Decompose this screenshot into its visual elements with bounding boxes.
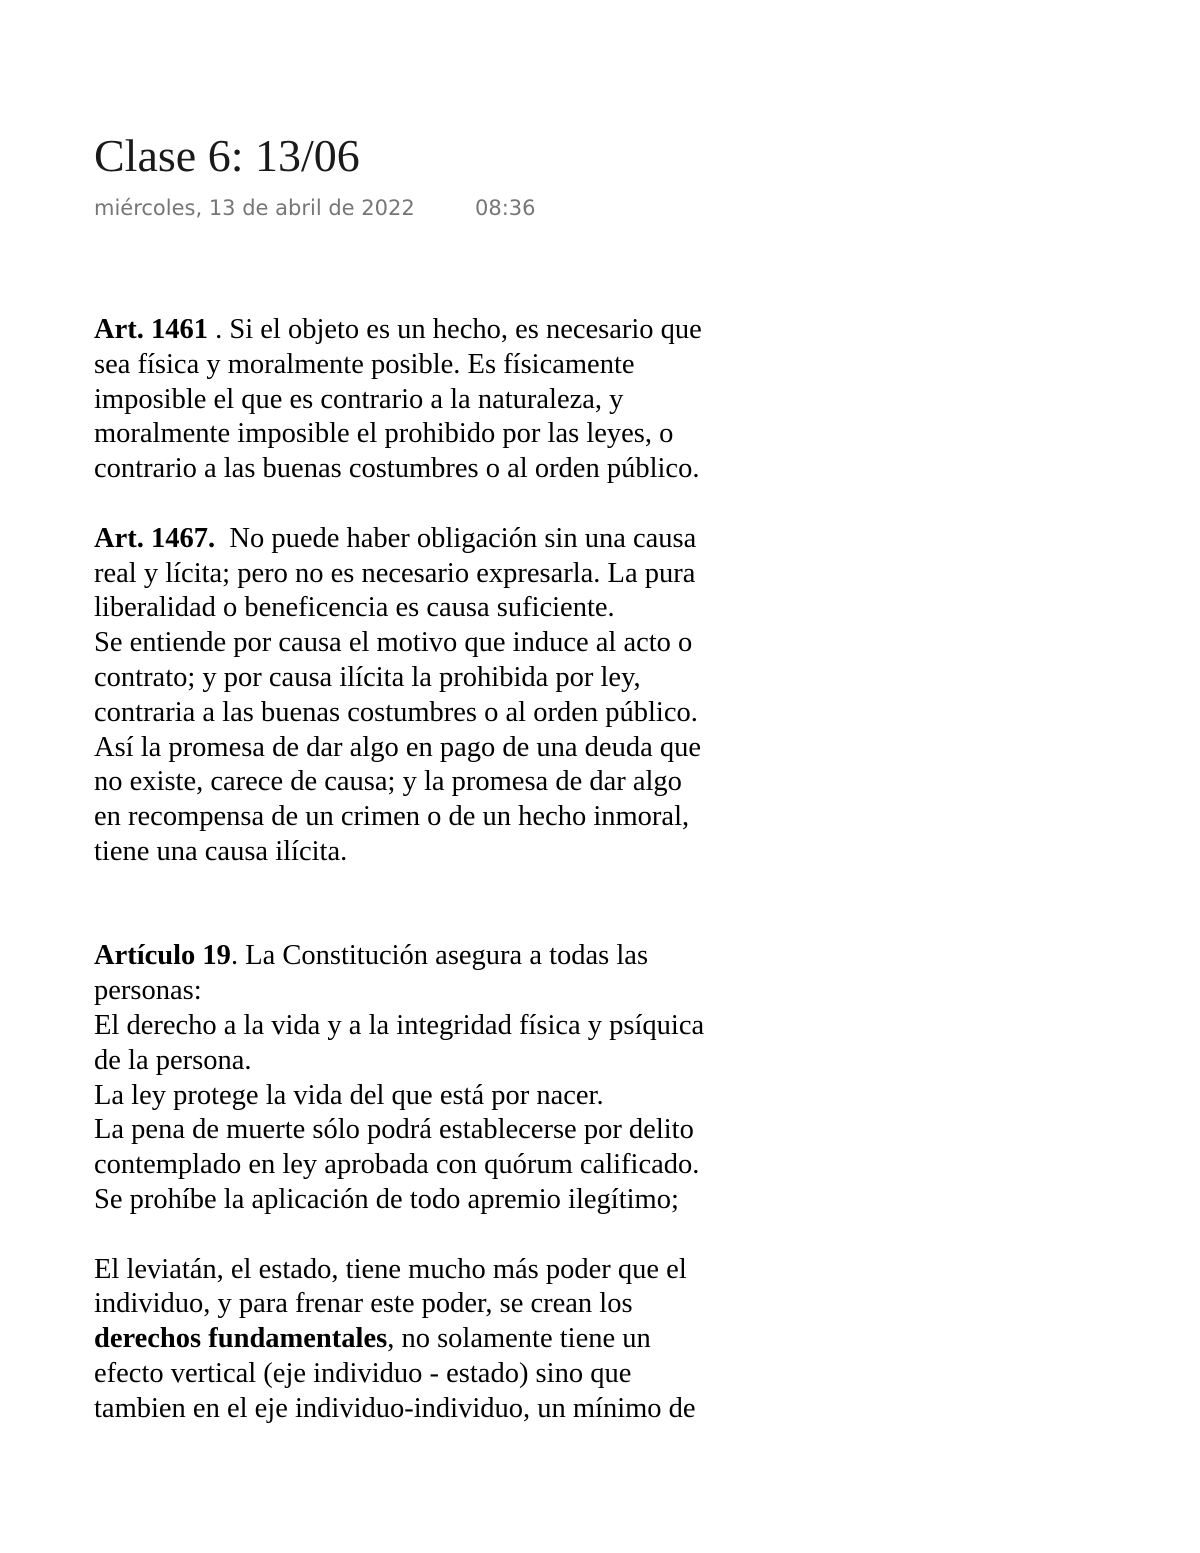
commentary-paragraph bbox=[94, 1253, 794, 1427]
article-label: Artículo 19 bbox=[94, 940, 231, 972]
paragraph-line: Se entiende por causa el motivo que induce al acto o bbox=[94, 627, 693, 659]
paragraph-line: contemplado en ley aprobada con quórum calificado. bbox=[94, 1149, 700, 1181]
paragraph-line: El derecho a la vida y a la integridad física y psíquica bbox=[94, 1009, 705, 1041]
paragraph-line: Art. 1461 . Si el objeto es un hecho, es necesario que bbox=[94, 314, 702, 345]
paragraph-line: La ley protege la vida del que está por nacer. bbox=[94, 1079, 604, 1111]
paragraph-line: derechos fundamentales, no solamente tiene un bbox=[94, 1323, 651, 1355]
article-19 bbox=[94, 939, 794, 1217]
paragraph-line: Así la promesa de dar algo en pago de una deuda que bbox=[94, 731, 701, 763]
paragraph-line: no existe, carece de causa; y la promesa de dar algo bbox=[94, 766, 682, 798]
paragraph-line: contraria a las buenas costumbres o al orden público. bbox=[94, 696, 698, 728]
paragraph-spacer bbox=[94, 487, 794, 522]
paragraph-line: individuo, y para frenar este poder, se crean los bbox=[94, 1288, 633, 1320]
article-1467 bbox=[94, 522, 794, 870]
page-metadata bbox=[94, 194, 536, 222]
bold-term: derechos fundamentales bbox=[94, 1323, 388, 1355]
paragraph-line: Artículo 19. La Constitución asegura a todas las bbox=[94, 940, 649, 972]
page-time: 08:36 bbox=[475, 196, 536, 220]
page-date: miércoles, 13 de abril de 2022 bbox=[94, 196, 415, 220]
paragraph-line: personas: bbox=[94, 975, 202, 1007]
paragraph-line: El leviatán, el estado, tiene mucho más poder que el bbox=[94, 1253, 687, 1285]
paragraph-line: Art. 1467. No puede haber obligación sin una causa bbox=[94, 522, 697, 554]
paragraph-line: en recompensa de un crimen o de un hecho inmoral, bbox=[94, 801, 690, 833]
paragraph-line: liberalidad o beneficencia es causa suficiente. bbox=[94, 592, 615, 624]
paragraph-line: moralmente imposible el prohibido por las leyes, o bbox=[94, 418, 674, 450]
paragraph-spacer bbox=[94, 870, 794, 940]
paragraph-spacer bbox=[94, 1218, 794, 1253]
paragraph-line: tambien en el eje individuo-individuo, un mínimo de bbox=[94, 1392, 696, 1424]
paragraph-line: La pena de muerte sólo podrá establecerse por delito bbox=[94, 1114, 694, 1146]
article-label: Art. 1467. bbox=[94, 522, 216, 554]
paragraph-line: contrario a las buenas costumbres o al orden público. bbox=[94, 453, 700, 485]
note-body bbox=[94, 313, 794, 1427]
paragraph-line: Se prohíbe la aplicación de todo apremio ilegítimo; bbox=[94, 1183, 679, 1215]
paragraph-line: tiene una causa ilícita. bbox=[94, 835, 348, 867]
paragraph-line: de la persona. bbox=[94, 1044, 252, 1076]
article-label: Art. 1461 bbox=[94, 314, 208, 345]
paragraph-line: contrato; y por causa ilícita la prohibida por ley, bbox=[94, 661, 641, 693]
article-1461 bbox=[94, 313, 794, 487]
paragraph-line: real y lícita; pero no es necesario expresarla. La pura bbox=[94, 557, 696, 589]
page-title: Clase 6: 13/06 bbox=[94, 130, 360, 181]
paragraph-line: imposible el que es contrario a la naturaleza, y bbox=[94, 383, 624, 415]
paragraph-line: sea física y moralmente posible. Es físicamente bbox=[94, 348, 635, 380]
paragraph-line: efecto vertical (eje individuo - estado) sino que bbox=[94, 1357, 632, 1389]
